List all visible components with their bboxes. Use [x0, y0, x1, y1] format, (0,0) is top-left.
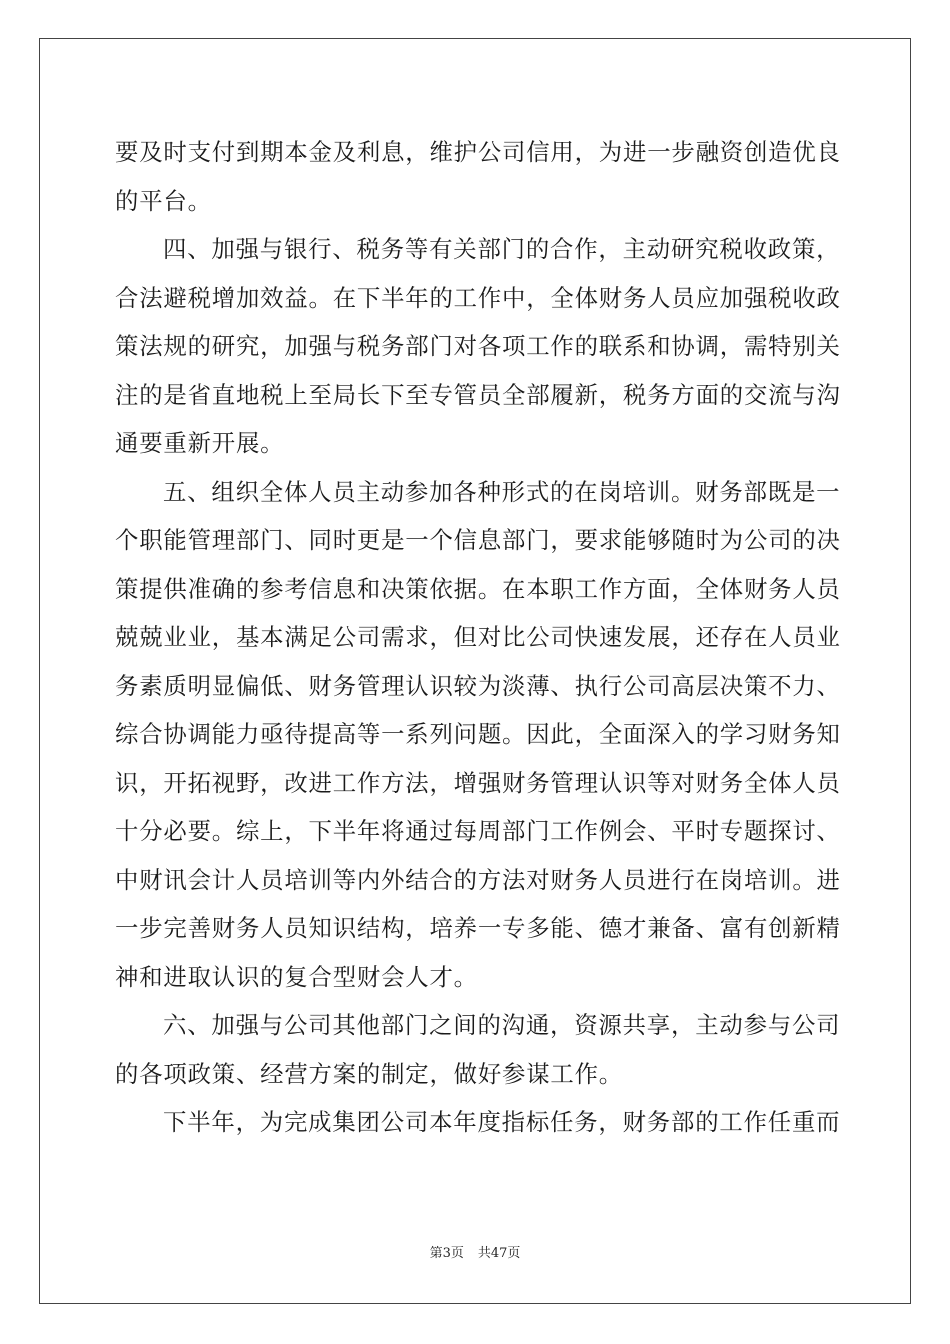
- text-line: 注的是省直地税上至局长下至专管员全部履新，税务方面的交流与沟: [115, 380, 841, 409]
- total-pages: 共47页: [477, 1246, 521, 1261]
- text-line: 策提供准确的参考信息和决策依据。在本职工作方面，全体财务人员: [115, 574, 841, 603]
- paragraph-start-line: 六、加强与公司其他部门之间的沟通，资源共享，主动参与公司: [163, 1011, 841, 1039]
- text-line: 的各项政策、经营方案的制定，做好参谋工作。: [115, 1059, 624, 1088]
- text-line: 综合协调能力亟待提高等一系列问题。因此，全面深入的学习财务知: [115, 720, 841, 748]
- page-footer: [0, 1242, 950, 1261]
- text-line: 十分必要。综上，下半年将通过每周部门工作例会、平时专题探讨、: [115, 817, 841, 845]
- text-line: 务素质明显偏低、财务管理认识较为淡薄、执行公司高层决策不力、: [115, 671, 841, 700]
- text-line: 的平台。: [115, 186, 212, 215]
- text-line: 合法避税增加效益。在下半年的工作中，全体财务人员应加强税收政: [115, 283, 841, 312]
- text-line: 要及时支付到期本金及利息，维护公司信用，为进一步融资创造优良: [115, 138, 841, 166]
- text-line: 个职能管理部门、同时更是一个信息部门，要求能够随时为公司的决: [115, 526, 841, 554]
- text-line: 通要重新开展。: [115, 429, 285, 457]
- page-number: 第3页: [429, 1246, 464, 1261]
- text-line: 一步完善财务人员知识结构，培养一专多能、德才兼备、富有创新精: [115, 914, 841, 942]
- document-body: [115, 128, 841, 1147]
- paragraph-start-line: 四、加强与银行、税务等有关部门的合作，主动研究税收政策，: [163, 235, 841, 263]
- text-line: 中财讯会计人员培训等内外结合的方法对财务人员进行在岗培训。进: [115, 865, 841, 894]
- text-line: 策法规的研究，加强与税务部门对各项工作的联系和协调，需特别关: [115, 332, 841, 360]
- paragraph-start-line: 下半年，为完成集团公司本年度指标任务，财务部的工作任重而: [163, 1108, 841, 1136]
- text-line: 兢兢业业，基本满足公司需求，但对比公司快速发展，还存在人员业: [115, 623, 841, 651]
- paragraph-start-line: 五、组织全体人员主动参加各种形式的在岗培训。财务部既是一: [163, 477, 841, 506]
- text-line: 神和进取认识的复合型财会人才。: [115, 962, 478, 991]
- text-line: 识，开拓视野，改进工作方法，增强财务管理认识等对财务全体人员: [115, 768, 841, 797]
